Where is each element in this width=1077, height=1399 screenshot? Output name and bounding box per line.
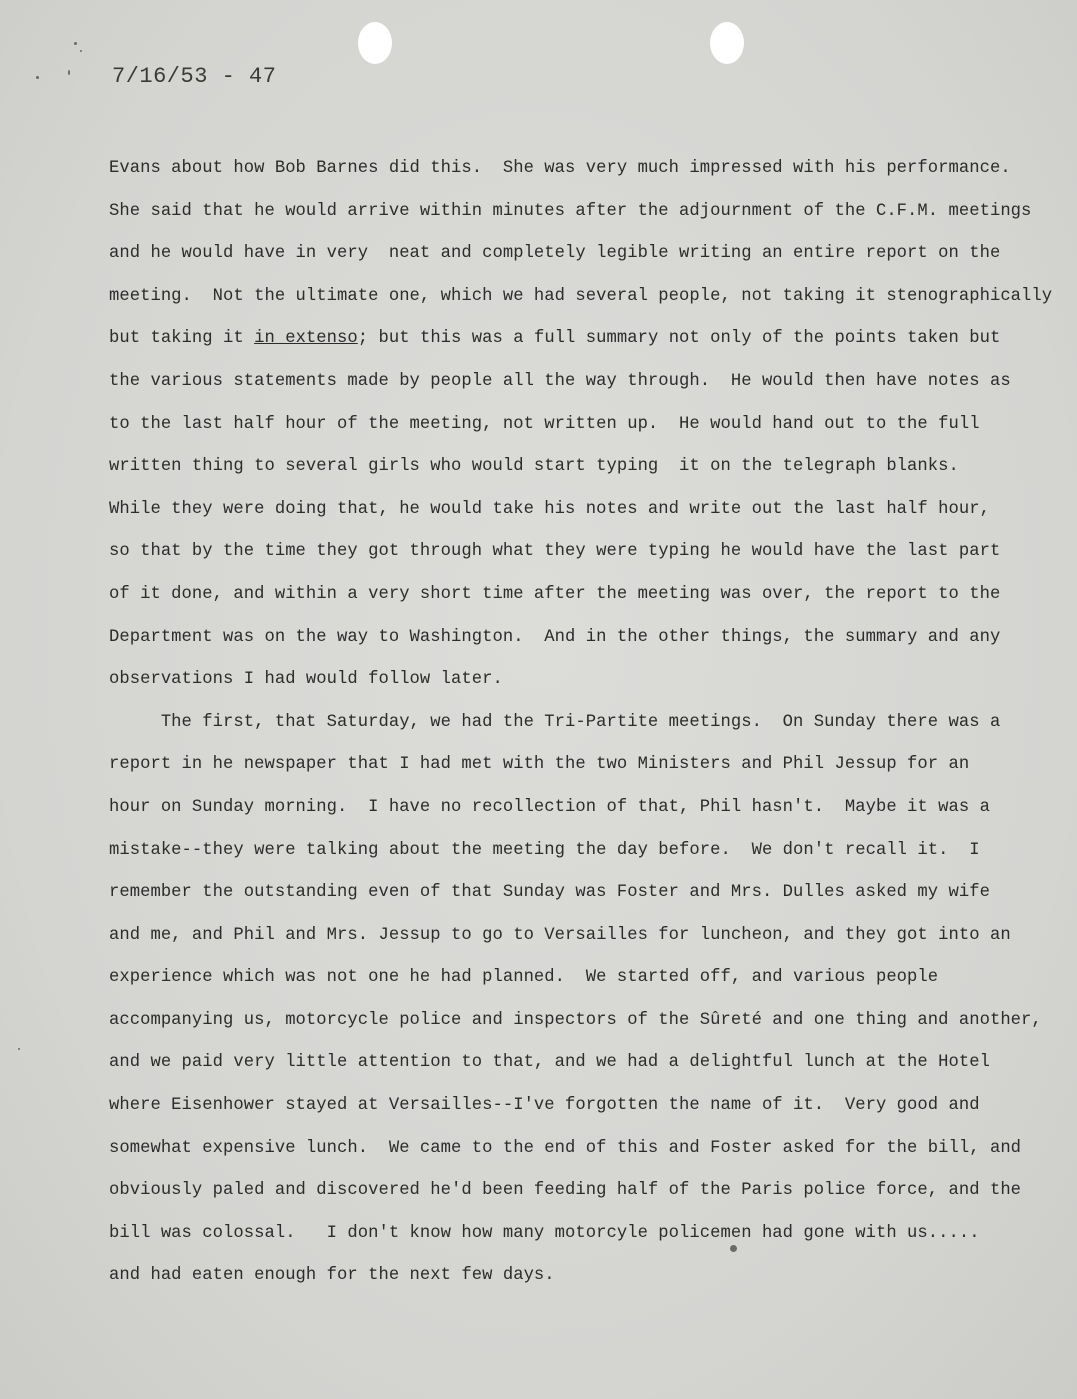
text-line: the various statements made by people all the way through. He would then have notes as: [109, 371, 1011, 391]
text-line: report in he newspaper that I had met with the two Ministers and Phil Jessup for an: [109, 755, 970, 775]
text-line: so that by the time they got through what they were typing he would have the last part: [109, 542, 1001, 562]
text-line: experience which was not one he had planned. We started off, and various people: [109, 968, 939, 988]
text-line: The first, that Saturday, we had the Tri-Partite meetings. On Sunday there was a: [109, 712, 1001, 732]
text-line: written thing to several girls who would start typing it on the telegraph blanks.: [109, 457, 959, 477]
text-line: hour on Sunday morning. I have no recollection of that, Phil hasn't. Maybe it was a: [109, 797, 990, 817]
text-line: meeting. Not the ultimate one, which we had several people, not taking it stenographically: [109, 286, 1053, 306]
paper-speck: [80, 50, 82, 52]
document-body: [109, 148, 1069, 1298]
text-line: of it done, and within a very short time after the meeting was over, the report to the: [109, 584, 1001, 604]
paper-speck: [74, 42, 77, 45]
text-line: and he would have in very neat and completely legible writing an entire report on the: [109, 244, 1001, 264]
page-reference: 7/16/53 - 47: [112, 64, 277, 89]
text-line: mistake--they were talking about the meeting the day before. We don't recall it. I: [109, 840, 980, 860]
punch-hole-left: [358, 22, 392, 64]
text-line: and me, and Phil and Mrs. Jessup to go to Versailles for luncheon, and they got into an: [109, 925, 1011, 945]
text-line: accompanying us, motorcycle police and inspectors of the Sûreté and one thing and another,: [109, 1010, 1042, 1030]
paper-speck: [68, 70, 70, 75]
text-line: somewhat expensive lunch. We came to the end of this and Foster asked for the bill, and: [109, 1138, 1022, 1158]
paper-speck: [18, 1048, 20, 1050]
text-line: to the last half hour of the meeting, not written up. He would hand out to the full: [109, 414, 980, 434]
text-line: She said that he would arrive within minutes after the adjournment of the C.F.M. meetings: [109, 201, 1032, 221]
underlined-phrase: in extenso: [254, 329, 358, 349]
text-segment: but taking it: [109, 329, 255, 349]
text-line: Department was on the way to Washington. And in the other things, the summary and any: [109, 627, 1001, 647]
text-line: obviously paled and discovered he'd been feeding half of the Paris police force, and the: [109, 1181, 1022, 1201]
text-line: where Eisenhower stayed at Versailles--I've forgotten the name of it. Very good and: [109, 1096, 980, 1116]
text-line: and had eaten enough for the next few days.: [109, 1266, 555, 1286]
paper-speck: [36, 76, 39, 79]
text-line: bill was colossal. I don't know how many motorcyle policemen had gone with us.....: [109, 1223, 980, 1243]
text-line: Evans about how Bob Barnes did this. She was very much impressed with his performance.: [109, 159, 1011, 178]
text-segment: ; but this was a full summary not only of the points taken but: [357, 329, 1001, 349]
text-line: While they were doing that, he would take his notes and write out the last half hour,: [109, 499, 990, 519]
text-line: and we paid very little attention to that, and we had a delightful lunch at the Hotel: [109, 1053, 990, 1073]
text-line: observations I had would follow later.: [109, 670, 503, 690]
text-line-underlined: [109, 318, 1069, 361]
text-line: remember the outstanding even of that Sunday was Foster and Mrs. Dulles asked my wife: [109, 883, 990, 903]
punch-hole-right: [710, 22, 744, 64]
